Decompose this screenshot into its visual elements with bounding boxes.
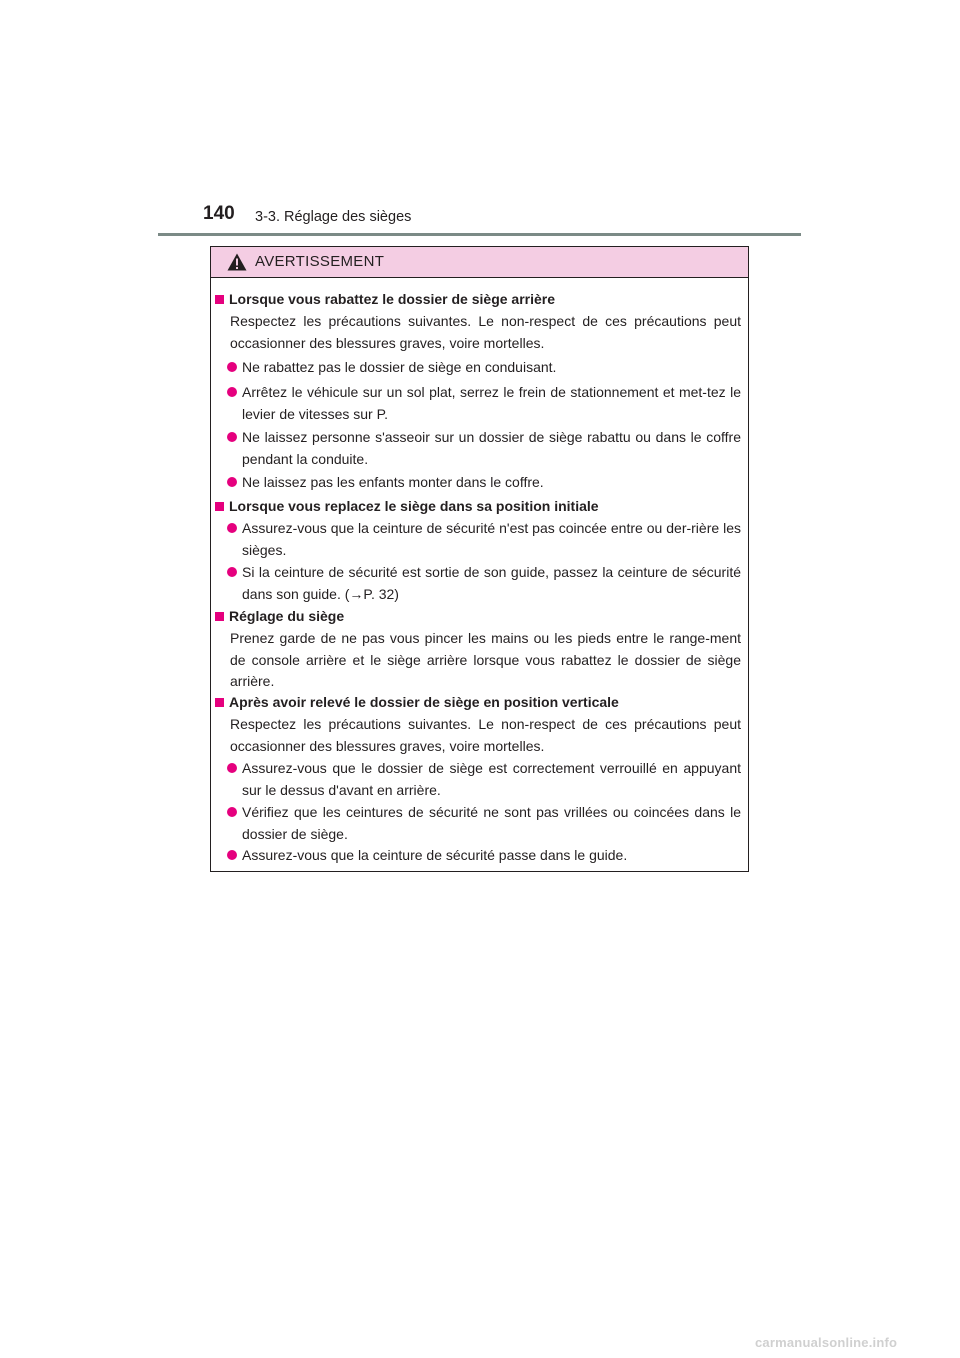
square-bullet-icon — [215, 295, 224, 304]
bullet-dot-icon — [227, 850, 237, 860]
list-item: Arrêtez le véhicule sur un sol plat, serrez le frein de stationnement et met-tez le levier de vitesses sur P. — [227, 382, 741, 425]
section-heading: Réglage du siège — [215, 606, 344, 626]
watermark: carmanualsonline.info — [755, 1335, 898, 1350]
warning-header — [211, 247, 748, 278]
bullet-dot-icon — [227, 807, 237, 817]
section-title: 3-3. Réglage des sièges — [255, 209, 412, 225]
section-text: Respectez les précautions suivantes. Le non-respect de ces précautions peut occasionner des blessures graves, voire mortelles. — [230, 313, 741, 351]
bullet-dot-icon — [227, 477, 237, 487]
bullet-dot-icon — [227, 362, 237, 372]
list-item: Assurez-vous que la ceinture de sécurité passe dans le guide. — [227, 845, 741, 867]
section-heading: Après avoir relevé le dossier de siège en position verticale — [215, 692, 619, 712]
list-item: Ne rabattez pas le dossier de siège en conduisant. — [227, 357, 741, 379]
square-bullet-icon — [215, 698, 224, 707]
section-text: Respectez les précautions suivantes. Le non-respect de ces précautions peut occasionner des blessures graves, voire mortelles. — [230, 716, 741, 754]
warning-triangle-icon — [227, 253, 247, 271]
section-heading: Lorsque vous replacez le siège dans sa position initiale — [215, 496, 599, 516]
list-item: Si la ceinture de sécurité est sortie de son guide, passez la ceinture de sécurité dans son guide. (→P. 32) — [227, 562, 741, 605]
section-text: Prenez garde de ne pas vous pincer les mains ou les pieds entre le range-ment de console arrière et le siège arrière lorsque vous rabattez le dossier de siège arrière. — [230, 630, 741, 689]
square-bullet-icon — [215, 612, 224, 621]
section-heading: Lorsque vous rabattez le dossier de siège arrière — [215, 289, 555, 309]
list-item: Ne laissez pas les enfants monter dans le coffre. — [227, 472, 741, 494]
bullet-dot-icon — [227, 387, 237, 397]
bullet-dot-icon — [227, 567, 237, 577]
bullet-dot-icon — [227, 432, 237, 442]
square-bullet-icon — [215, 502, 224, 511]
warning-box — [210, 246, 749, 872]
page-header — [0, 0, 960, 240]
bullet-dot-icon — [227, 523, 237, 533]
header-rule — [158, 233, 801, 236]
list-item: Assurez-vous que le dossier de siège est correctement verrouillé en appuyant sur le dessus d'avant en arrière. — [227, 758, 741, 801]
bullet-dot-icon — [227, 763, 237, 773]
warning-title: AVERTISSEMENT — [255, 253, 385, 270]
page-number: 140 — [203, 203, 235, 224]
list-item: Assurez-vous que la ceinture de sécurité n'est pas coincée entre ou der-rière les sièges. — [227, 518, 741, 561]
list-item: Ne laissez personne s'asseoir sur un dossier de siège rabattu ou dans le coffre pendant la conduite. — [227, 427, 741, 470]
list-item: Vérifiez que les ceintures de sécurité ne sont pas vrillées ou coincées dans le dossier de siège. — [227, 802, 741, 845]
